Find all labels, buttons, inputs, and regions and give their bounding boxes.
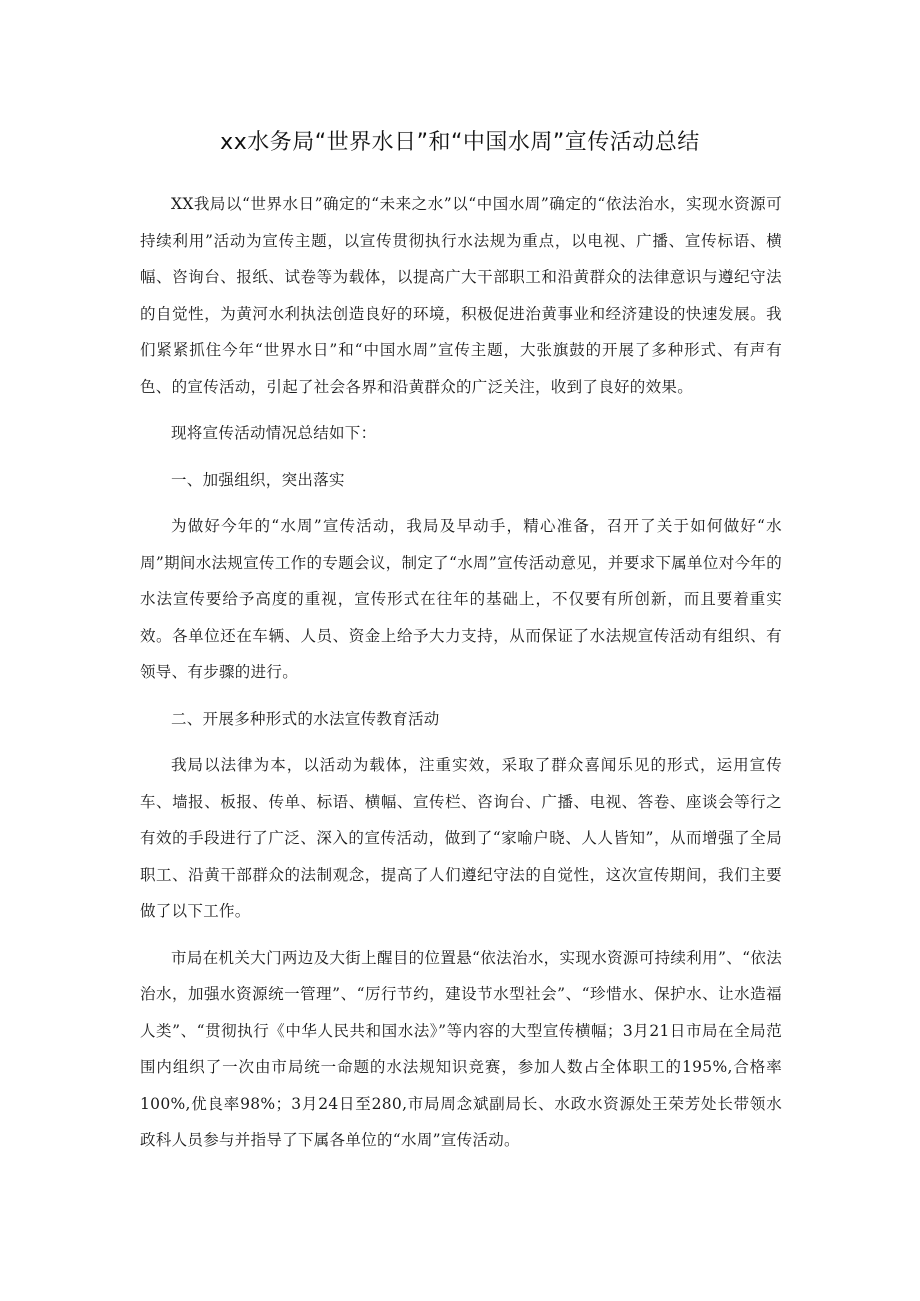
paragraph-city-bureau: 市局在机关大门两边及大街上醒目的位置悬“依法治水，实现水资源可持续利用”、“依法治水，加强水资源统一管理”、“厉行节约，建设节水型社会”、“珍惜水、保护水、让水造福人类”、“贯彻执行《中华人民共和国水法》”等内容的大型宣传横幅；3月21日市局在全局范围内组织了一次由市局统一命题的水法规知识竞赛，参加人数占全体职工的195%,合格率100%,优良率98%；3月24日至280,市局周念斌副局长、水政水资源处王荣芳处长带领水政科人员参与并指导了下属各单位的“水周”宣传活动。 — [140, 948, 782, 1149]
paragraph-summary-lead: 现将宣传活动情况总结如下： — [171, 424, 377, 442]
paragraph-organization: 为做好今年的“水周”宣传活动，我局及早动手，精心准备，召开了关于如何做好“水周”期间水法规宣传工作的专题会议，制定了“水周”宣传活动意见，并要求下属单位对今年的水法宣传要给予高度的重视，宣传形式在往年的基础上，不仅要有所创新，而且要着重实效。各单位还在车辆、人员、资金上给予大力支持，从而保证了水法规宣传活动有组织、有领导、有步骤的进行。 — [140, 517, 782, 681]
document-body — [140, 186, 782, 1159]
paragraph-intro: XX我局以“世界水日”确定的“未来之水”以“中国水周”确定的“依法治水，实现水资源可持续利用”活动为宣传主题，以宣传贯彻执行水法规为重点，以电视、广播、宣传标语、横幅、咨询台、报纸、试卷等为载体，以提高广大干部职工和沿黄群众的法律意识与遵纪守法的自觉性，为黄河水利执法创造良好的环境，积极促进治黄事业和经济建设的快速发展。我们紧紧抓住今年“世界水日”和“中国水周”宣传主题，大张旗鼓的开展了多种形式、有声有色、的宣传活动，引起了社会各界和沿黄群众的广泛关注，收到了良好的效果。 — [140, 195, 782, 396]
document-title: xx水务局“世界水日”和“中国水周”宣传活动总结 — [220, 130, 700, 155]
paragraph-activities: 我局以法律为本，以活动为载体，注重实效，采取了群众喜闻乐见的形式，运用宣传车、墙报、板报、传单、标语、横幅、宣传栏、咨询台、广播、电视、答卷、座谈会等行之有效的手段进行了广泛、深入的宣传活动，做到了“家喻户晓、人人皆知”，从而增强了全局职工、沿黄干部群众的法制观念，提高了人们遵纪守法的自觉性，这次宣传期间，我们主要做了以下工作。 — [140, 756, 782, 920]
section-heading-1: 一、加强组织，突出落实 — [171, 470, 345, 489]
section-heading-2: 二、开展多种形式的水法宣传教育活动 — [171, 709, 440, 728]
